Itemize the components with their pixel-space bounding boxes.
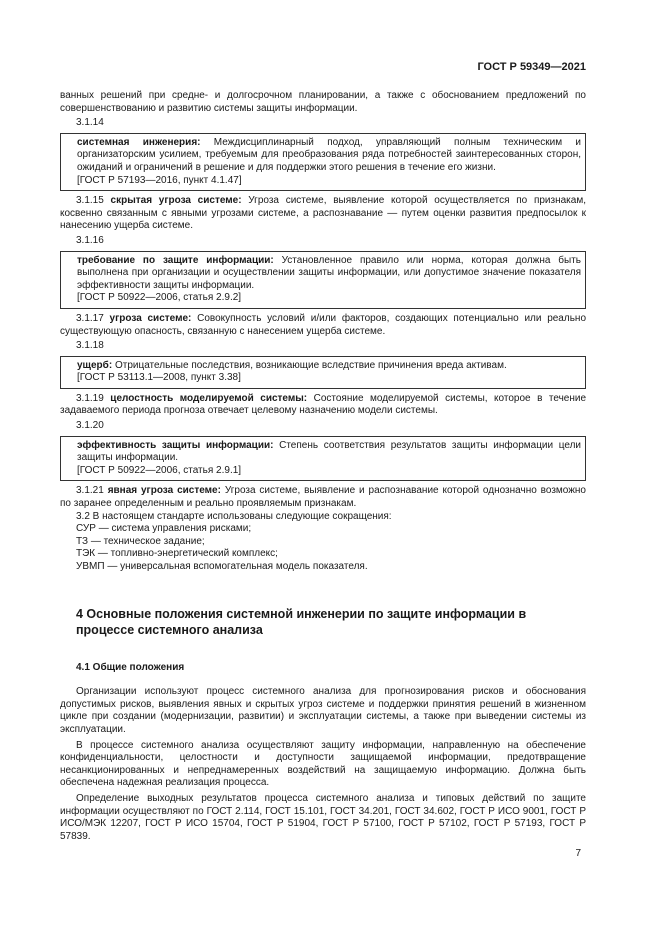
definition: Междисциплинарный подход, управляющий полным техническим и организаторским усилием, требуемым для преобразования ряда потребностей заинтересованных сторон, ожиданий и ограничений в решение и для поддержки этого решения в течение его жизни. — [77, 136, 581, 173]
clause-number: 3.1.16 — [76, 234, 104, 246]
clause-number: 3.1.19 — [76, 392, 104, 404]
body-paragraph: В процессе системного анализа осуществляют защиту информации, направленную на обеспечение конфиденциальности, целостности и доступности защищаемой информации, предотвращение несанкционированных и непреднамеренных воздействий на защищаемую информацию. Должна быть обеспечена надежная реализация процесса. — [60, 739, 586, 789]
term-definition — [60, 313, 586, 338]
term-definition — [77, 360, 581, 373]
body-paragraph: Определение выходных результатов процесса системного анализа и типовых действий по защите информации осуществляют по ГОСТ 2.114, ГОСТ 15.101, ГОСТ 34.201, ГОСТ 34.602, ГОСТ Р ИСО 9001, ГОСТ Р ИСО/МЭК 12207, ГОСТ Р ИСО 15704, ГОСТ Р 51904, ГОСТ Р 57100, ГОСТ Р 57102, ГОСТ Р 57193, ГОСТ Р 57839. — [60, 792, 586, 842]
abbreviations-intro: 3.2 В настоящем стандарте использованы следующие сокращения: — [76, 510, 392, 522]
definition: Установленное правило или норма, которая должна быть выполнена при организации и осуществлении защиты информации, или допустимое значение показателя эффективности защиты информации. — [77, 254, 581, 291]
document-body — [60, 90, 586, 843]
intro-paragraph: ванных решений при средне- и долгосрочном планировании, а также с обоснованием предложений по совершенствованию и развитию системы защиты информации. — [60, 90, 586, 114]
clause-number: 3.1.15 — [76, 195, 104, 207]
term-definition — [60, 485, 586, 510]
term: требование по защите информации: — [77, 254, 274, 266]
abbreviation-item: ТЭК — топливно-энергетический комплекс; — [76, 548, 278, 560]
term-box — [60, 436, 586, 482]
definition: Отрицательные последствия, возникающие вследствие причинения вреда активам. — [112, 359, 507, 371]
clause-number: 3.1.17 — [76, 312, 104, 324]
definition: Угроза системе, выявление которой осуществляется по признакам, косвенно связанным с явными угрозами системе, а распознавание — путем оценки развития предпосылок к нанесению ущерба системе. — [60, 195, 586, 232]
term-definition — [60, 393, 586, 418]
body-paragraph: Организации используют процесс системного анализа для прогнозирования рисков и обоснования допустимых рисков, выявления явных и скрытых угроз системе и поддержки принятия решений в жизненном цикле при создании (модернизации, развитии) и эксплуатации системы, а также при выведении системы из эксплуатации. — [60, 686, 586, 735]
definition: Степень соответствия результатов защиты информации цели защиты информации. — [77, 439, 581, 464]
abbreviation-item: ТЗ — техническое задание; — [76, 535, 205, 547]
term: системная инженерия: — [77, 136, 201, 148]
term-reference: [ГОСТ Р 57193—2016, пункт 4.1.47] — [77, 174, 242, 186]
abbreviation-item: УВМП — универсальная вспомогательная модель показателя. — [76, 561, 368, 572]
term-box — [60, 133, 586, 191]
document-header: ГОСТ Р 59349—2021 — [477, 61, 586, 73]
term: скрытая угроза системе: — [110, 195, 242, 207]
page-number: 7 — [575, 848, 581, 859]
clause-number: 3.1.20 — [76, 420, 104, 432]
abbreviation-item: СУР — система управления рисками; — [76, 523, 252, 535]
term-reference: [ГОСТ Р 50922—2006, статья 2.9.1] — [77, 464, 242, 476]
section-heading: 4 Основные положения системной инженерии по защите информации в процессе системного анализа — [76, 606, 527, 637]
term-box — [60, 356, 586, 389]
clause-number: 3.1.18 — [76, 340, 104, 352]
term-reference: [ГОСТ Р 50922—2006, статья 2.9.2] — [77, 292, 242, 304]
definition: Состояние моделируемой системы, которое в течение задаваемого периода прогноза отвечает целевому назначению модели системы. — [60, 392, 587, 417]
term-definition — [77, 440, 581, 465]
term-box — [60, 251, 586, 309]
clause-number: 3.1.21 — [76, 485, 104, 497]
term-definition — [77, 137, 581, 175]
clause-number: 3.1.14 — [76, 117, 104, 129]
definition: Совокупность условий и/или факторов, создающих потенциально или реально существующую опасность, связанную с нанесением ущерба системе. — [60, 312, 587, 337]
subsection-heading: 4.1 Общие положения — [76, 661, 185, 673]
term: явная угроза системе: — [107, 485, 221, 497]
term-reference: [ГОСТ Р 53113.1—2008, пункт 3.38] — [77, 372, 241, 384]
term: эффективность защиты информации: — [77, 439, 274, 451]
term-definition — [77, 255, 581, 293]
term: целостность моделируемой системы: — [110, 392, 308, 404]
term: угроза системе: — [109, 312, 192, 324]
definition: Угроза системе, выявление и распознавание которой однозначно возможно по заранее определенным и реально проявляемым признакам. — [60, 485, 586, 510]
term-definition — [60, 195, 586, 233]
term: ущерб: — [77, 359, 113, 371]
